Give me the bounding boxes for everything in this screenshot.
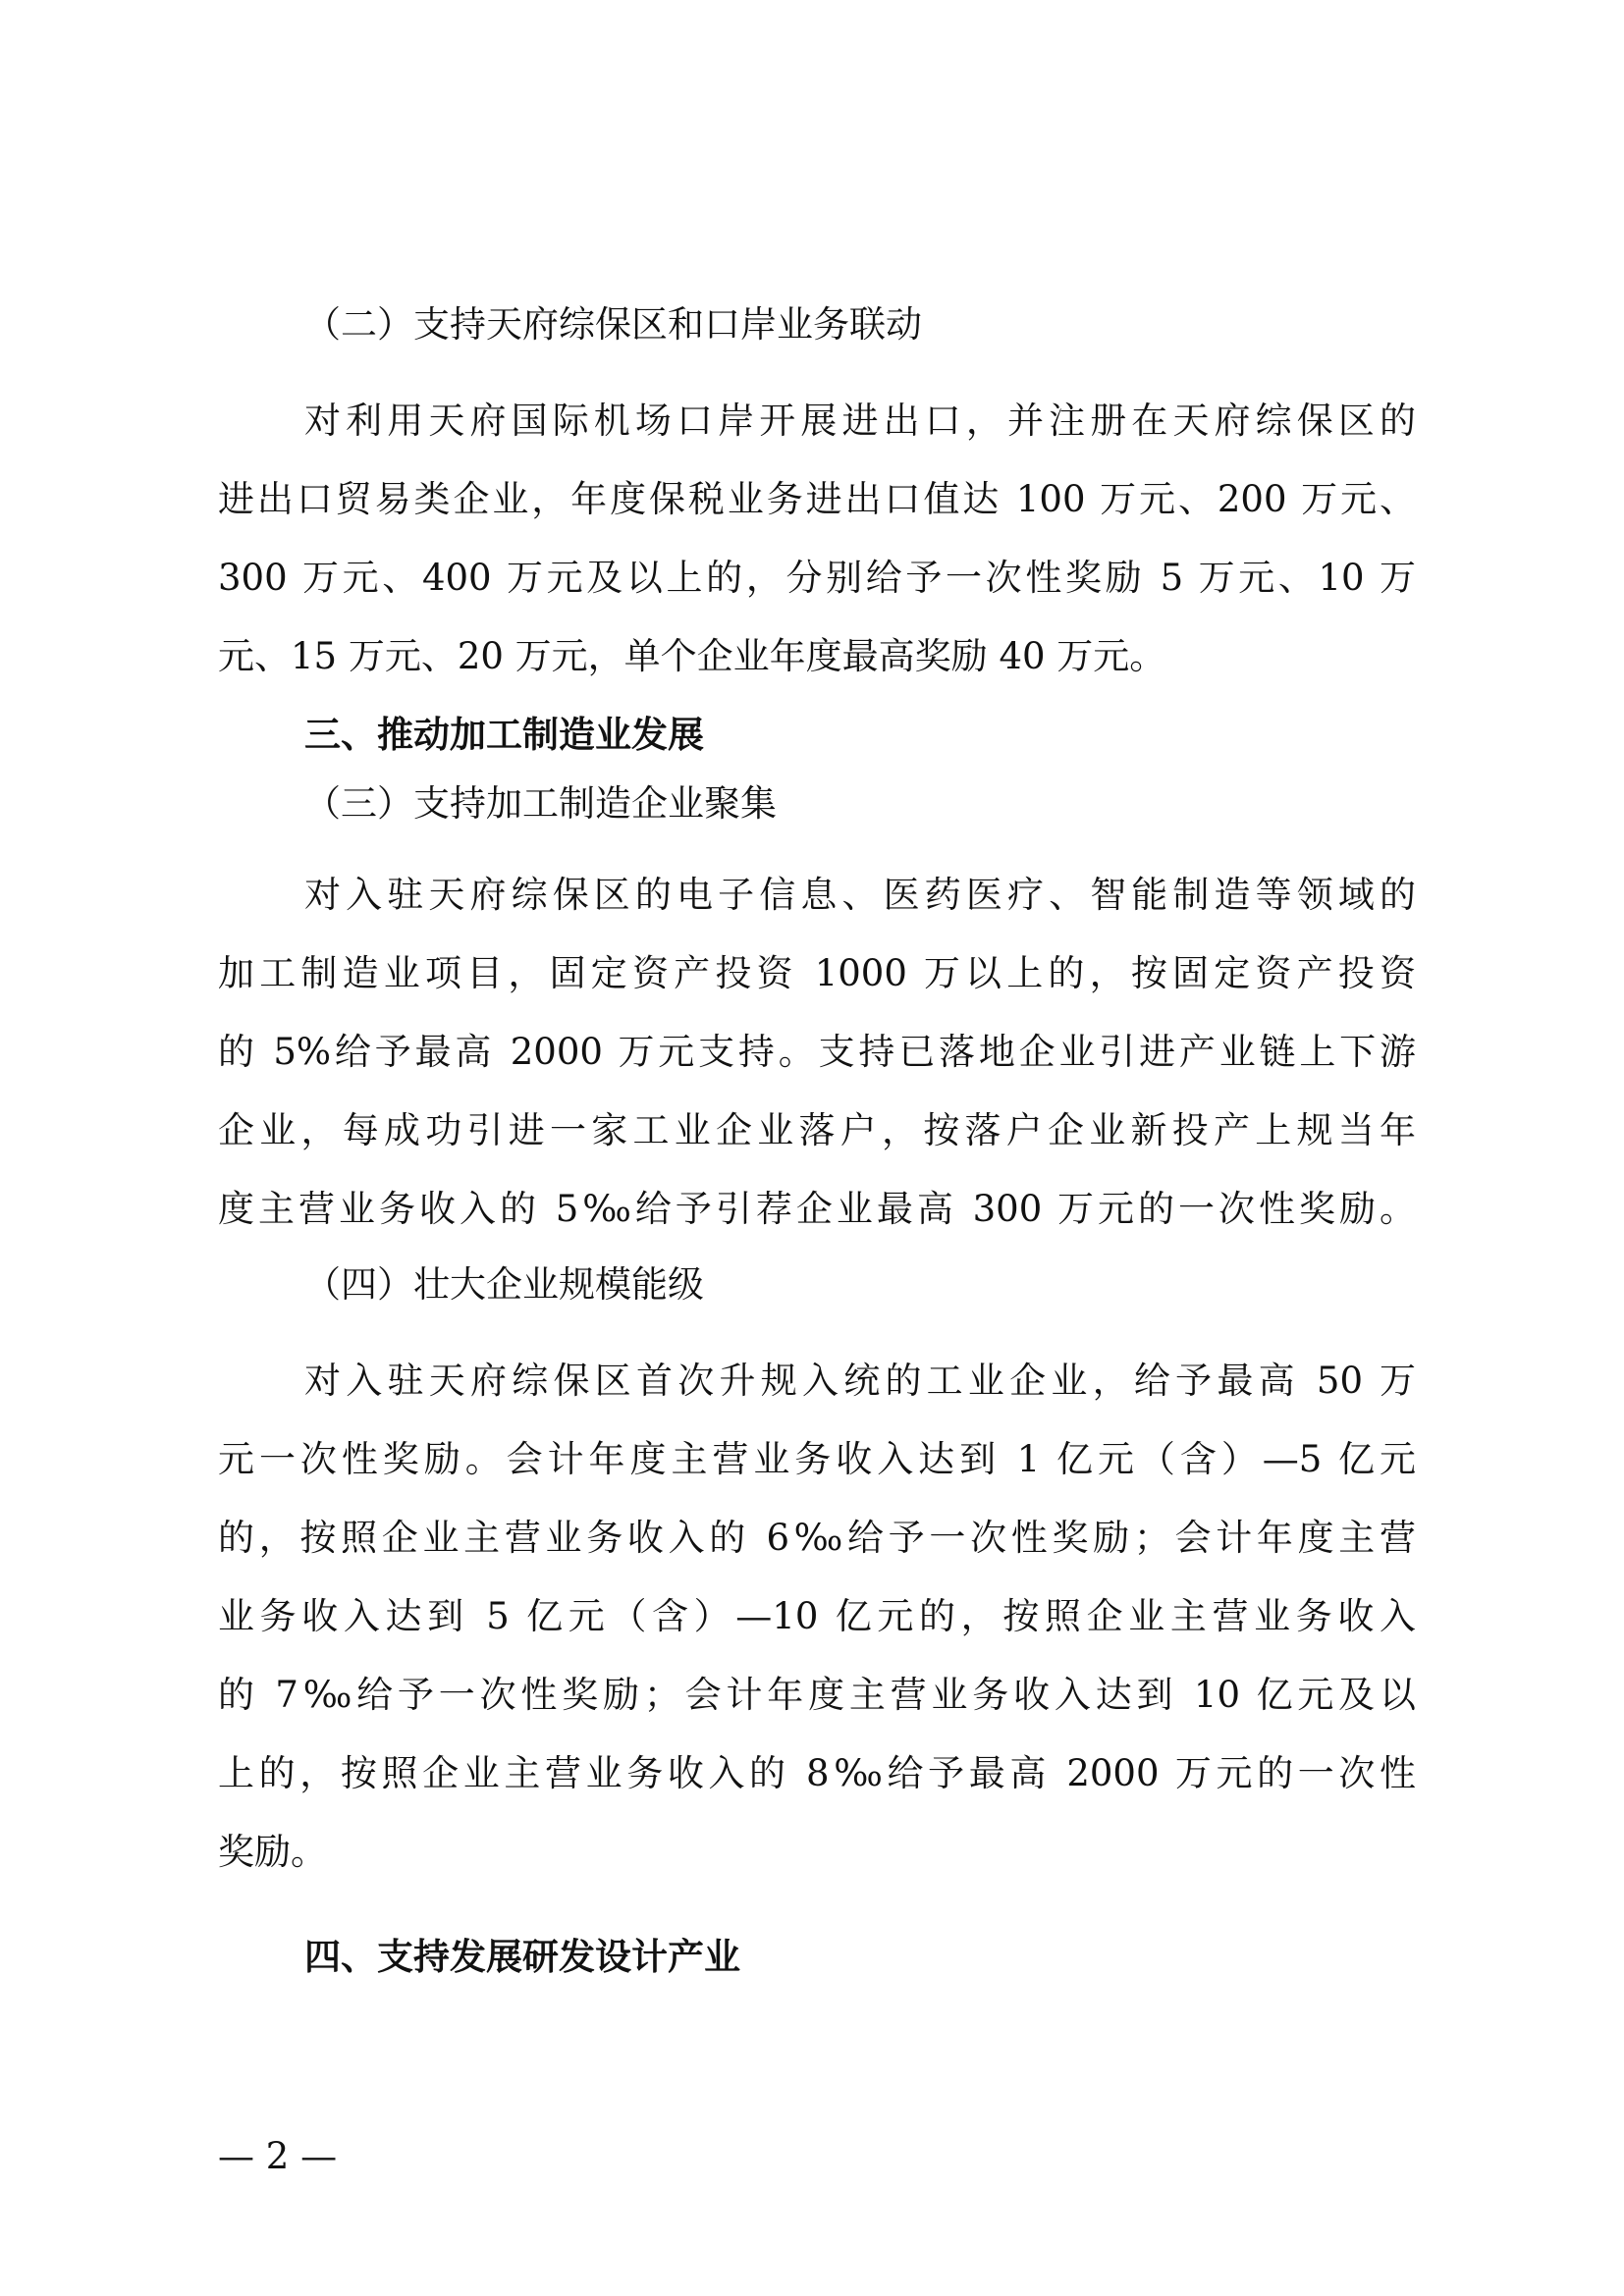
paragraph-line: 对利用天府国际机场口岸开展进出口，并注册在天府综保区的	[304, 400, 1416, 442]
paragraph-line: 加工制造业项目，固定资产投资 1000 万以上的，按固定资产投资	[218, 952, 1416, 994]
paragraph-line: 300 万元、400 万元及以上的，分别给予一次性奖励 5 万元、10 万	[218, 557, 1416, 599]
paragraph-line: 度主营业务收入的 5‰给予引荐企业最高 300 万元的一次性奖励。	[218, 1188, 1416, 1230]
paragraph-line: 的 7‰给予一次性奖励；会计年度主营业务收入达到 10 亿元及以	[218, 1674, 1416, 1716]
paragraph-line: 元、15 万元、20 万元，单个企业年度最高奖励 40 万元。	[218, 635, 1166, 677]
page-number: — 2 —	[218, 2135, 338, 2177]
paragraph-line: 奖励。	[218, 1831, 327, 1873]
paragraph-line: 进出口贸易类企业，年度保税业务进出口值达 100 万元、200 万元、	[218, 478, 1416, 520]
section-heading: （三）支持加工制造企业聚集	[304, 782, 777, 825]
paragraph-line: 的 5%给予最高 2000 万元支持。支持已落地企业引进产业链上下游	[218, 1031, 1416, 1073]
part-heading: 三、推动加工制造业发展	[304, 714, 704, 756]
section-heading: （二）支持天府综保区和口岸业务联动	[304, 303, 922, 346]
part-heading: 四、支持发展研发设计产业	[304, 1936, 740, 1978]
paragraph-line: 对入驻天府综保区首次升规入统的工业企业，给予最高 50 万	[304, 1360, 1416, 1402]
paragraph-line: 对入驻天府综保区的电子信息、医药医疗、智能制造等领域的	[304, 874, 1416, 916]
paragraph-line: 元一次性奖励。会计年度主营业务收入达到 1 亿元（含）—5 亿元	[218, 1438, 1416, 1480]
paragraph-line: 的，按照企业主营业务收入的 6‰给予一次性奖励；会计年度主营	[218, 1517, 1416, 1559]
paragraph-line: 企业，每成功引进一家工业企业落户，按落户企业新投产上规当年	[218, 1109, 1416, 1151]
section-heading: （四）壮大企业规模能级	[304, 1263, 704, 1306]
paragraph-line: 业务收入达到 5 亿元（含）—10 亿元的，按照企业主营业务收入	[218, 1595, 1416, 1637]
paragraph-line: 上的，按照企业主营业务收入的 8‰给予最高 2000 万元的一次性	[218, 1752, 1416, 1794]
